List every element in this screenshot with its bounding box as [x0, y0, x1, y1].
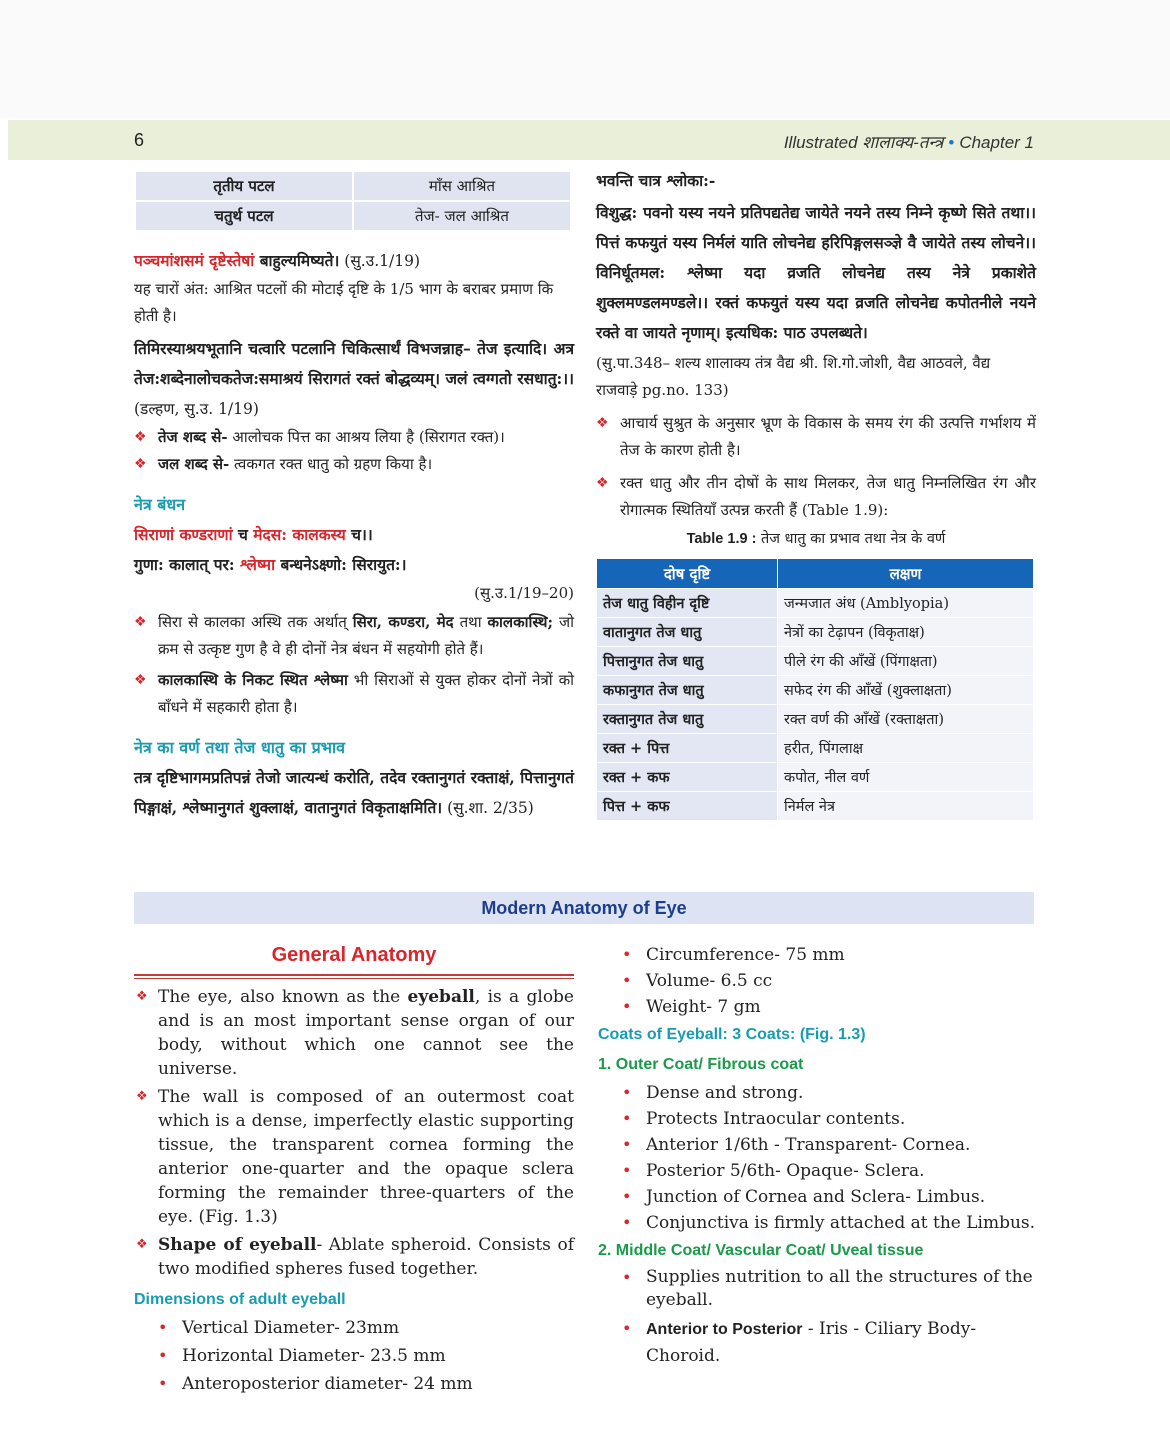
table-cell: कपोत, नील वर्ण — [778, 763, 1034, 792]
diamond-bullet-icon: ❖ — [134, 614, 147, 630]
list-item — [158, 1343, 574, 1369]
table-header-row — [597, 559, 1034, 589]
section-title-bar: Modern Anatomy of Eye — [134, 892, 1034, 924]
verse-intro: भवन्ति चात्र श्लोका:- — [596, 171, 716, 190]
list-item-text: Horizontal Diameter- 23.5 mm — [182, 1346, 446, 1366]
diamond-bullet-icon: ❖ — [596, 415, 609, 431]
dot-bullet-icon: • — [622, 1083, 632, 1102]
dimensions-heading: Dimensions of adult eyeball — [134, 1291, 346, 1308]
list-item-text: Protects Intraocular contents. — [646, 1109, 906, 1129]
general-anatomy-column — [134, 940, 574, 1397]
bullet-text: त्वकगत रक्त धातु को ग्रहण किया है। — [229, 455, 433, 473]
list-item — [622, 1106, 1038, 1132]
list-item — [622, 942, 1038, 968]
list-item — [158, 1315, 574, 1341]
table-cell: पित्तानुगत तेज धातु — [597, 647, 778, 676]
verse-text: तिमिरस्याश्रयभूतानि चत्वारि पटलानि चिकित्सार्थं विभजन्नाह– तेज इत्यादि। अत्र तेज:शब्देनालोचकतेज:समाश्रयं सिरागतं रक्तं बोद्धव्यम्। जलं त्वग्गतो रसधातु:।। — [134, 339, 574, 388]
table-cell: चतुर्थ पटल — [135, 201, 353, 231]
table-row — [135, 171, 571, 201]
verse-text: तत्र दृष्टिभागमप्रतिपन्नं तेजो जात्यन्धं करोति, तदेव रक्तानुगतं रक्ताक्षं, पित्तानुगतं पिङ्गाक्षं, श्लेष्मानुगतं शुक्लाक्षं, वातानुगतं विकृताक्षमिति। — [134, 768, 574, 817]
table-cell: रक्त + कफ — [597, 763, 778, 792]
list-item — [622, 1266, 1038, 1312]
dot-bullet-icon: • — [622, 1268, 632, 1287]
verse-bandhan-line2 — [134, 550, 574, 580]
heading-netra-bandhan: नेत्र बंधन — [134, 495, 186, 514]
verse-drishti — [134, 763, 574, 823]
diamond-bullet-icon: ❖ — [134, 456, 147, 472]
list-item — [158, 1371, 574, 1397]
dot-bullet-icon: • — [158, 1346, 168, 1365]
diamond-bullet-icon: ❖ — [596, 475, 609, 491]
list-item-text: Anterior 1/6th - Transparent- Cornea. — [646, 1135, 971, 1155]
list-item — [134, 451, 574, 478]
table-row — [597, 705, 1034, 734]
verse-highlight: मेदस: कालकस्य — [253, 525, 346, 544]
middle-coat-list — [598, 1266, 1038, 1369]
table-row — [597, 676, 1034, 705]
list-item — [622, 968, 1038, 994]
table-caption — [596, 526, 1036, 552]
list-item-term: Anterior to Posterior — [646, 1321, 803, 1338]
verse-text: बाहुल्यमिष्यते। — [254, 251, 340, 270]
left-column — [134, 170, 574, 823]
list-item-text: Dense and strong. — [646, 1083, 804, 1103]
table-row — [597, 763, 1034, 792]
dot-bullet-icon: • — [622, 1161, 632, 1180]
list-item-text: Supplies nutrition to all the structures of the eyeball. — [646, 1267, 1033, 1310]
bullet-text: The eye, also known as the — [158, 987, 408, 1007]
table-cell: पित्त + कफ — [597, 792, 778, 821]
list-item-text: Volume- 6.5 cc — [646, 971, 773, 991]
bullet-text: The wall is composed of an outermost coat which is a dense, imperfectly elastic supporting tissue, the transparent cornea forming the anterior one-quarter and the opaque sclera forming the remainder three-quarters of the eye. (Fig. 1.3) — [158, 1087, 574, 1227]
verse-highlight: सिराणां कण्डराणां — [134, 525, 233, 544]
verse-text: बन्धनेऽक्ष्णो: सिरायुत:। — [275, 555, 407, 574]
diamond-bullet-icon: ❖ — [136, 989, 148, 1004]
table-row — [597, 647, 1034, 676]
table-cell: नेत्रों का टेढ़ापन (विकृताक्ष) — [778, 618, 1034, 647]
table-row — [597, 792, 1034, 821]
dimensions-list — [134, 1315, 574, 1397]
bullet-text: - Ablate spheroid. Consists of two modified spheres fused together. — [158, 1235, 574, 1279]
list-item-text: Weight- 7 gm — [646, 997, 761, 1017]
coats-column — [598, 942, 1038, 1369]
bullet-text: , is a globe and is an most important sense organ of our body, without which one cannot see the universe. — [158, 987, 574, 1079]
diamond-bullet-icon: ❖ — [134, 672, 147, 688]
bullet-text: आलोचक पित्त का आश्रय लिया है (सिरागत रक्त)। — [227, 428, 505, 446]
dosha-table — [596, 558, 1034, 821]
table-cell: तृतीय पटल — [135, 171, 353, 201]
list-item — [622, 1316, 1038, 1369]
bullet-term: कालकास्थि के निकट स्थित श्लेष्मा — [158, 671, 348, 689]
running-title-prefix: Illustrated शालाक्य-तन्त्र — [783, 133, 944, 152]
table-cell: कफानुगत तेज धातु — [597, 676, 778, 705]
bullet-term: eyeball — [407, 987, 475, 1007]
list-item — [622, 1184, 1038, 1210]
verse-reference: (सु.शा. 2/35) — [442, 799, 534, 817]
table-cell: रक्त वर्ण की आँखें (रक्ताक्षता) — [778, 705, 1034, 734]
bullet-term: सिरा, कण्डरा, मेद — [352, 613, 454, 631]
verse-text: च।। — [345, 525, 373, 544]
coats-heading: Coats of Eyeball: 3 Coats: (Fig. 1.3) — [598, 1026, 866, 1043]
list-item-text: - Iris - Ciliary Body-Choroid. — [646, 1319, 977, 1366]
title-divider — [134, 974, 574, 979]
table-cell: जन्मजात अंध (Amblyopia) — [778, 589, 1034, 618]
table-cell: सफेद रंग की आँखें (शुक्लाक्षता) — [778, 676, 1034, 705]
verse-panchamansha — [134, 246, 574, 276]
table-cell: वातानुगत तेज धातु — [597, 618, 778, 647]
list-item — [622, 1210, 1038, 1236]
verse-highlight: श्लेष्मा — [240, 555, 276, 574]
verse-text: च — [232, 525, 254, 544]
dot-bullet-icon: • — [158, 1318, 168, 1337]
paragraph-thickness: यह चारों अंत: आश्रित पटलों की मोटाई दृष्टि के 1/5 भाग के बराबर प्रमाण कि होती है। — [134, 280, 554, 325]
dot-bullet-icon: • — [622, 945, 632, 964]
page-top-margin — [0, 0, 1170, 118]
patal-table — [134, 170, 572, 232]
dot-bullet-icon: • — [622, 1213, 632, 1232]
list-item-text: Posterior 5/6th- Opaque- Sclera. — [646, 1161, 925, 1181]
table-cell: निर्मल नेत्र — [778, 792, 1034, 821]
table-caption-text: तेज धातु का प्रभाव तथा नेत्र के वर्ण — [756, 531, 946, 547]
table-cell: माँस आश्रित — [353, 171, 571, 201]
bullet-text: सिरा से कालका अस्थि तक अर्थात् — [158, 613, 353, 631]
middle-coat-heading: 2. Middle Coat/ Vascular Coat/ Uveal tissue — [598, 1242, 924, 1259]
verse-reference: (डल्हण, सु.उ. 1/19) — [134, 400, 259, 418]
table-row — [597, 734, 1034, 763]
right-column — [596, 166, 1036, 821]
list-item — [134, 609, 574, 663]
diamond-bullet-icon: ❖ — [134, 429, 147, 445]
table-cell: हरीत, पिंगलाक्ष — [778, 734, 1034, 763]
measures-list — [598, 942, 1038, 1020]
outer-coat-heading: 1. Outer Coat/ Fibrous coat — [598, 1056, 804, 1073]
list-item-text: Anteroposterior diameter- 24 mm — [182, 1374, 473, 1394]
verse-timira — [134, 334, 574, 424]
list-item — [134, 1233, 574, 1281]
table-cell: रक्त + पित्त — [597, 734, 778, 763]
dot-bullet-icon: • — [622, 1109, 632, 1128]
column-header: लक्षण — [778, 559, 1034, 589]
list-item — [134, 424, 574, 451]
list-item — [134, 985, 574, 1081]
dot-bullet-icon: • — [622, 1319, 632, 1338]
dot-bullet-icon: • — [158, 1374, 168, 1393]
general-anatomy-title: General Anatomy — [271, 944, 437, 966]
list-item — [596, 410, 1036, 464]
running-title-chapter: Chapter 1 — [959, 133, 1034, 152]
table-row — [597, 618, 1034, 647]
list-item-text: Vertical Diameter- 23mm — [182, 1318, 400, 1338]
list-item-text: Junction of Cornea and Sclera- Limbus. — [646, 1187, 986, 1207]
verse-bandhan-line1 — [134, 520, 574, 550]
table-row — [135, 201, 571, 231]
running-title-bullet: • — [948, 133, 955, 152]
dot-bullet-icon: • — [622, 1135, 632, 1154]
bullet-text: तथा — [453, 613, 488, 631]
running-title — [784, 130, 1034, 153]
dot-bullet-icon: • — [622, 971, 632, 990]
bullet-text: जो क्रम से उत्कृष्ट गुण है वे ही दोनों नेत्र बंधन में सहयोगी होते हैं। — [158, 613, 574, 658]
table-cell: पीले रंग की आँखें (पिंगाक्षता) — [778, 647, 1034, 676]
verse-reference: (सु.उ.1/19) — [339, 252, 421, 270]
bullet-term: जल शब्द से- — [158, 455, 230, 473]
bullet-text: रक्त धातु और तीन दोषों के साथ मिलकर, तेज धातु निम्नलिखित रंग और रोगात्मक स्थितियाँ उत्पन्न करती हैं (Table 1.9): — [620, 474, 1036, 519]
bullet-text: आचार्य सुश्रुत के अनुसार भ्रूण के विकास के समय रंग की उत्पत्ति गर्भाशय में तेज के कारण होती है। — [620, 414, 1036, 459]
list-item — [134, 1085, 574, 1229]
list-item-text: Conjunctiva is firmly attached at the Limbus. — [646, 1213, 1036, 1233]
list-item — [622, 994, 1038, 1020]
verse-reference: (सु.उ.1/19–20) — [474, 584, 574, 602]
page-number: 6 — [134, 130, 145, 150]
diamond-bullet-icon: ❖ — [136, 1237, 148, 1252]
column-header: दोष दृष्टि — [597, 559, 778, 589]
list-item — [622, 1080, 1038, 1106]
table-row — [597, 589, 1034, 618]
outer-coat-list — [598, 1080, 1038, 1236]
list-item — [596, 470, 1036, 524]
table-caption-label: Table 1.9 : — [686, 531, 757, 547]
dot-bullet-icon: • — [622, 1187, 632, 1206]
verse-vishuddha: विशुद्ध: पवनो यस्य नयने प्रतिपद्यतेद्य जायेते नयने तस्य निम्ने कृष्णे सिते तथा।। पित्तं कफयुतं यस्य निर्मलं याति लोचनेद्य हरिपिङ्गलसञ्ज्ञे वै जायेते तस्य लोचने।। विनिर्धूतमल: श्लेष्मा यदा व्रजति लोचनेद्य तस्य नेत्रे प्रकाशेते शुक्लमण्डलमण्डले।। रक्तं कफयुतं यस्य यदा व्रजति लोचनेद्य कपोतनीले नयने रक्ते वा जायते नृणाम्। इत्यधिक: पाठ उपलब्धते। — [596, 203, 1036, 342]
bullet-term: तेज शब्द से- — [158, 428, 228, 446]
list-item — [622, 1158, 1038, 1184]
table-cell: रक्तानुगत तेज धातु — [597, 705, 778, 734]
heading-netra-varna: नेत्र का वर्ण तथा तेज धातु का प्रभाव — [134, 738, 346, 757]
dot-bullet-icon: • — [622, 997, 632, 1016]
verse-text: गुणा: कालात् पर: — [134, 555, 241, 574]
bullet-text: भी सिराओं से युक्त होकर दोनों नेत्रों को बाँधने में सहकारी होता है। — [158, 671, 574, 716]
list-item-text: Circumference- 75 mm — [646, 945, 845, 965]
list-item — [134, 667, 574, 721]
table-cell: तेज- जल आश्रित — [353, 201, 571, 231]
bullet-term: कालकास्थि; — [487, 613, 554, 631]
verse-highlight: पञ्चमांशसमं दृष्टेस्तेषां — [134, 251, 255, 270]
diamond-bullet-icon: ❖ — [136, 1089, 148, 1104]
verse-reference: (सु.पा.348– शल्य शालाक्य तंत्र वैद्य श्री. शि.गो.जोशी, वैद्य आठवले, वैद्य राजवाड़े pg.no. 133) — [596, 354, 991, 399]
bullet-term: Shape of eyeball — [158, 1235, 317, 1255]
list-item — [622, 1132, 1038, 1158]
table-cell: तेज धातु विहीन दृष्टि — [597, 589, 778, 618]
